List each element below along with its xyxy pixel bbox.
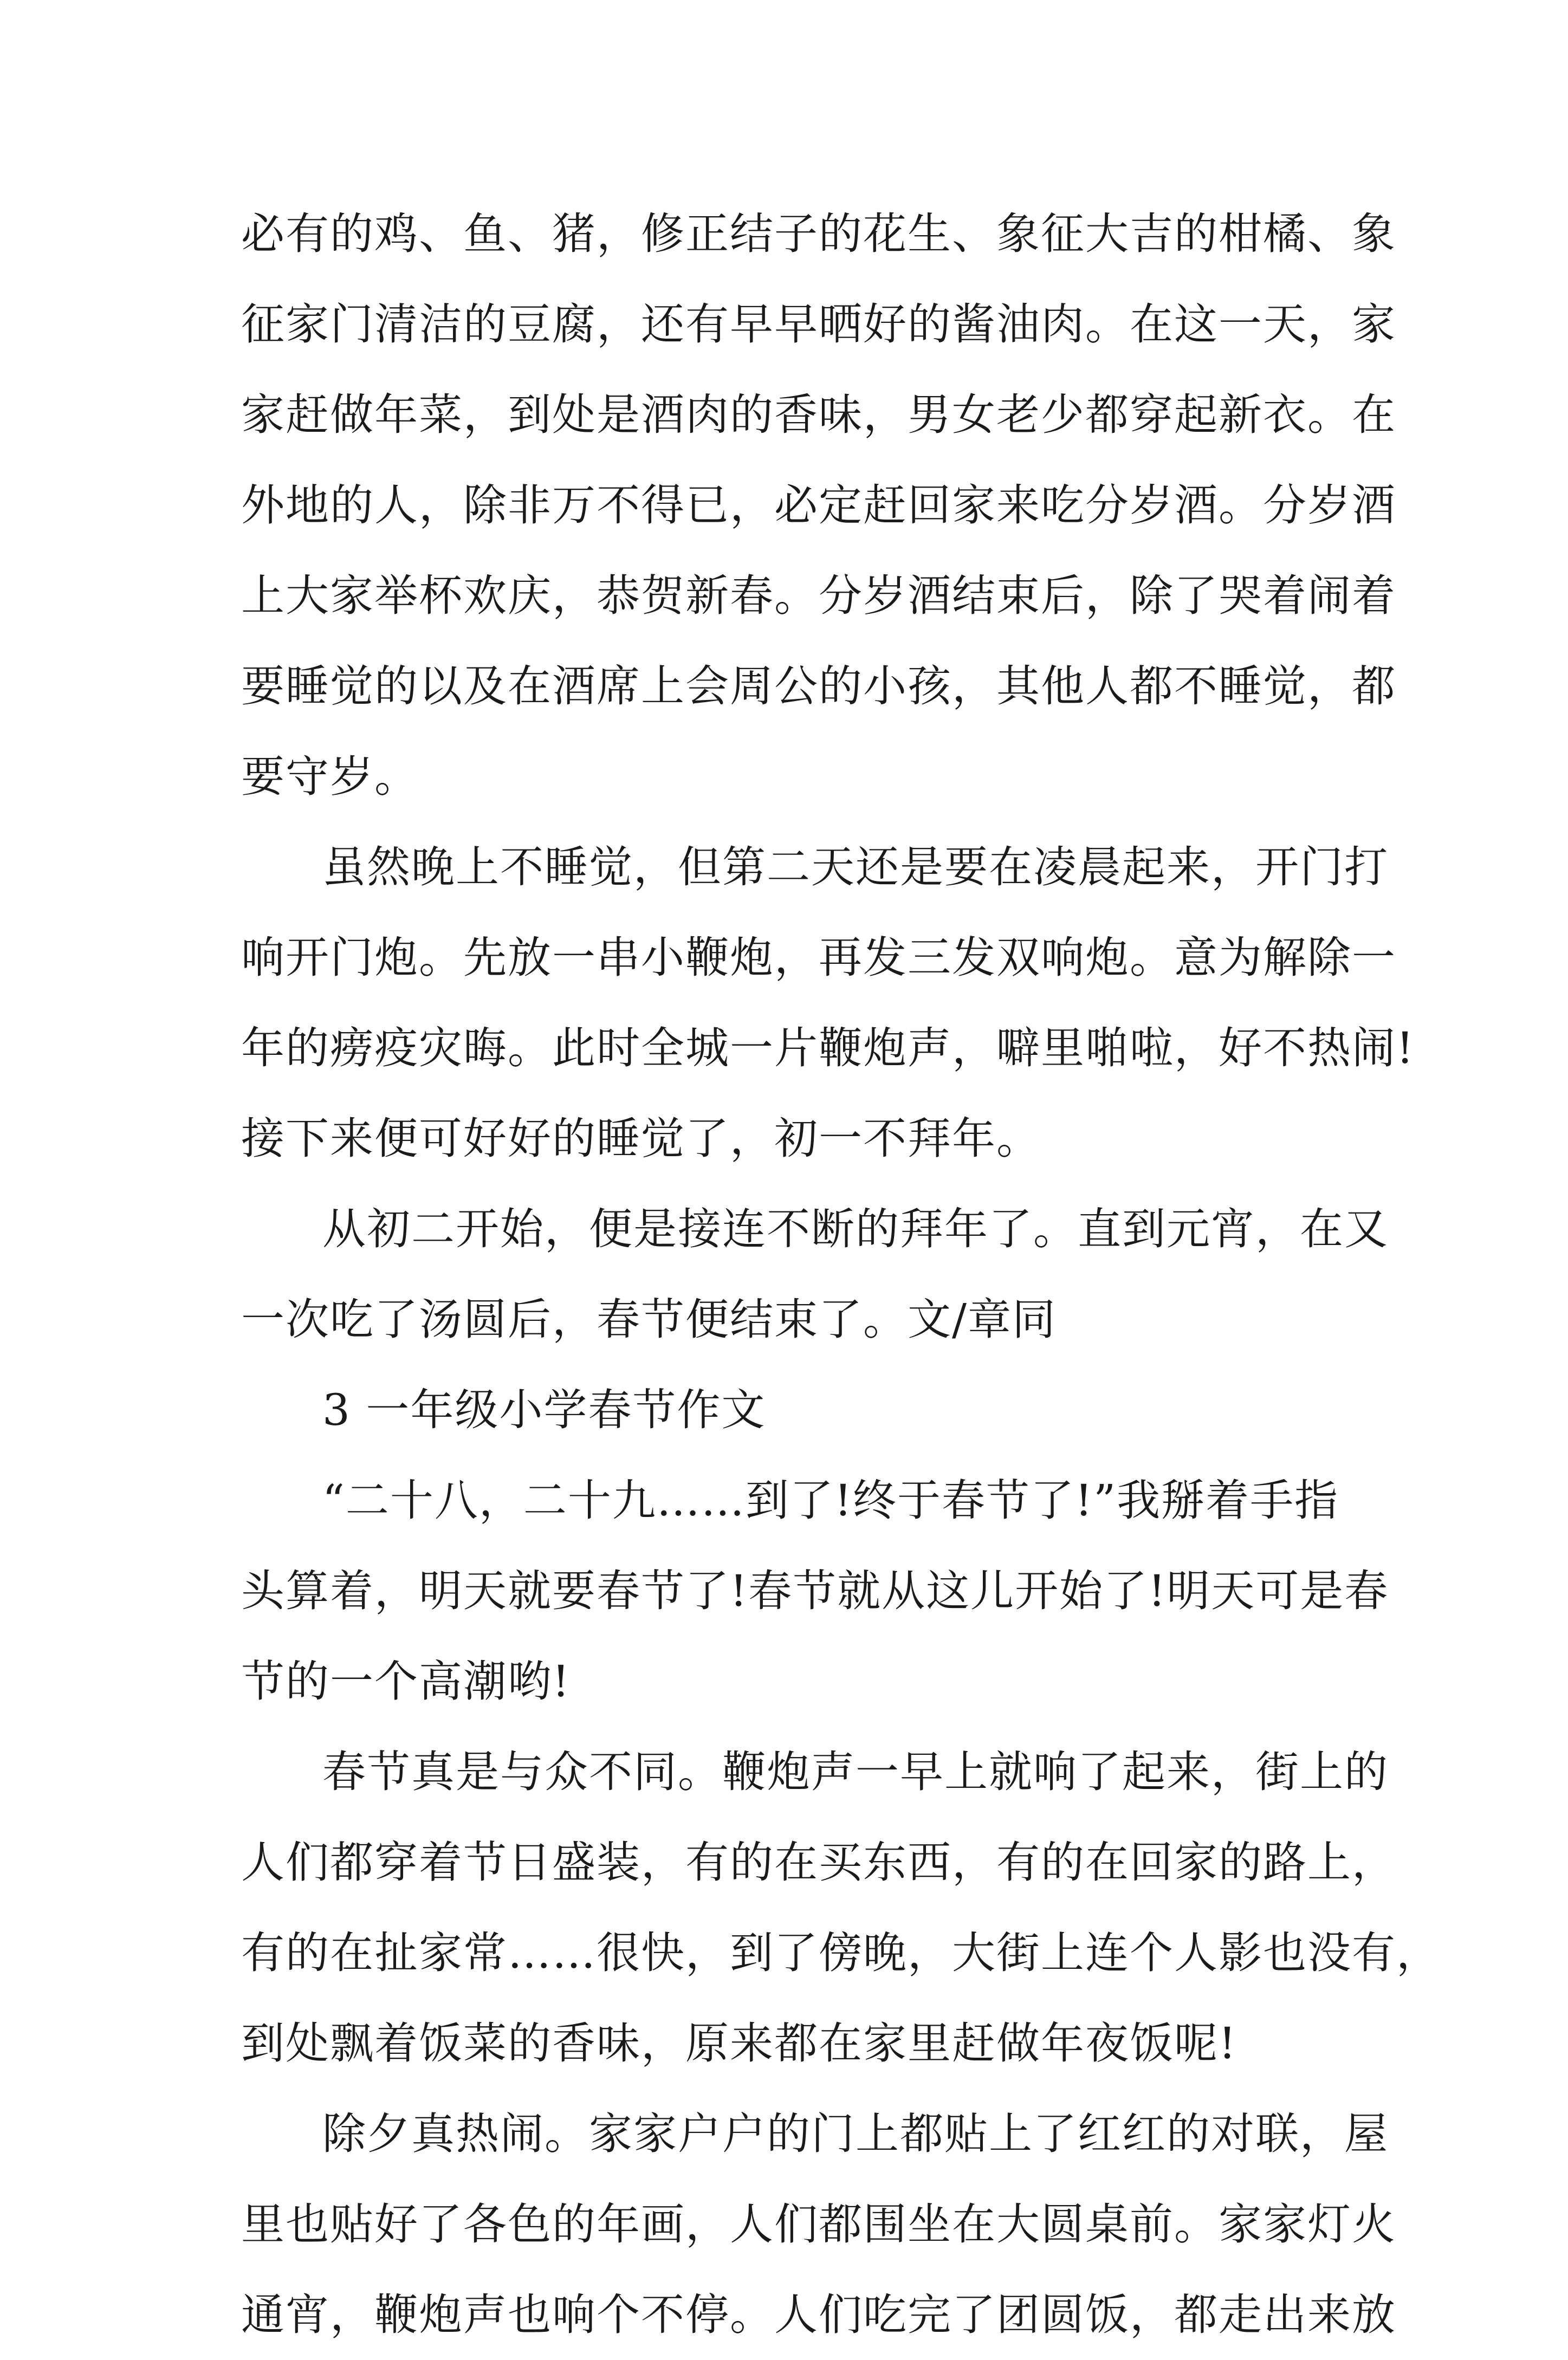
text-line: 从初二开始，便是接连不断的拜年了。直到元宵，在又 [322, 1204, 1389, 1254]
text-line: 接下来便可好好的睡觉了，初一不拜年。 [241, 1113, 1041, 1164]
text-line: 必有的鸡、鱼、猪，修正结子的花生、象征大吉的柑橘、象 [241, 209, 1396, 259]
text-line: 里也贴好了各色的年画，人们都围坐在大圆桌前。家家灯火 [241, 2199, 1396, 2249]
text-line: 要睡觉的以及在酒席上会周公的小孩，其他人都不睡觉，都 [241, 661, 1396, 711]
text-line: 到处飘着饭菜的香味，原来都在家里赶做年夜饭呢! [241, 2018, 1237, 2069]
text-line: 除夕真热闹。家家户户的门上都贴上了红红的对联，屋 [322, 2109, 1389, 2159]
text-line: 节的一个高潮哟! [241, 1656, 571, 1707]
text-line: 虽然晚上不睡觉，但第二天还是要在凌晨起来，开门打 [322, 842, 1389, 892]
text-line: 人们都穿着节日盛装，有的在买东西，有的在回家的路上， [241, 1837, 1396, 1888]
text-line: 征家门清洁的豆腐，还有早早晒好的酱油肉。在这一天，家 [241, 299, 1396, 349]
text-line: 3 一年级小学春节作文 [322, 1385, 766, 1435]
text-line: 响开门炮。先放一串小鞭炮，再发三发双响炮。意为解除一 [241, 932, 1396, 983]
text-line: “二十八，二十九……到了!终于春节了!”我掰着手指 [322, 1475, 1339, 1526]
text-line: 有的在扯家常……很快，到了傍晚，大街上连个人影也没有， [241, 1928, 1441, 1978]
text-line: 通宵，鞭炮声也响个不停。人们吃完了团圆饭，都走出来放 [241, 2290, 1396, 2340]
text-line: 头算着，明天就要春节了!春节就从这儿开始了!明天可是春 [241, 1566, 1389, 1616]
text-line: 外地的人，除非万不得已，必定赶回家来吃分岁酒。分岁酒 [241, 480, 1396, 530]
text-line: 年的痨疫灾晦。此时全城一片鞭炮声，噼里啪啦，好不热闹! [241, 1023, 1415, 1073]
text-line: 家赶做年菜，到处是酒肉的香味，男女老少都穿起新衣。在 [241, 390, 1396, 440]
text-line: 上大家举杯欢庆，恭贺新春。分岁酒结束后，除了哭着闹着 [241, 570, 1396, 621]
text-line: 春节真是与众不同。鞭炮声一早上就响了起来，街上的 [322, 1747, 1389, 1797]
text-line: 要守岁。 [241, 751, 419, 802]
document-text-body [241, 189, 1441, 2360]
text-line: 一次吃了汤圆后，春节便结束了。文/章同 [241, 1294, 1057, 1345]
